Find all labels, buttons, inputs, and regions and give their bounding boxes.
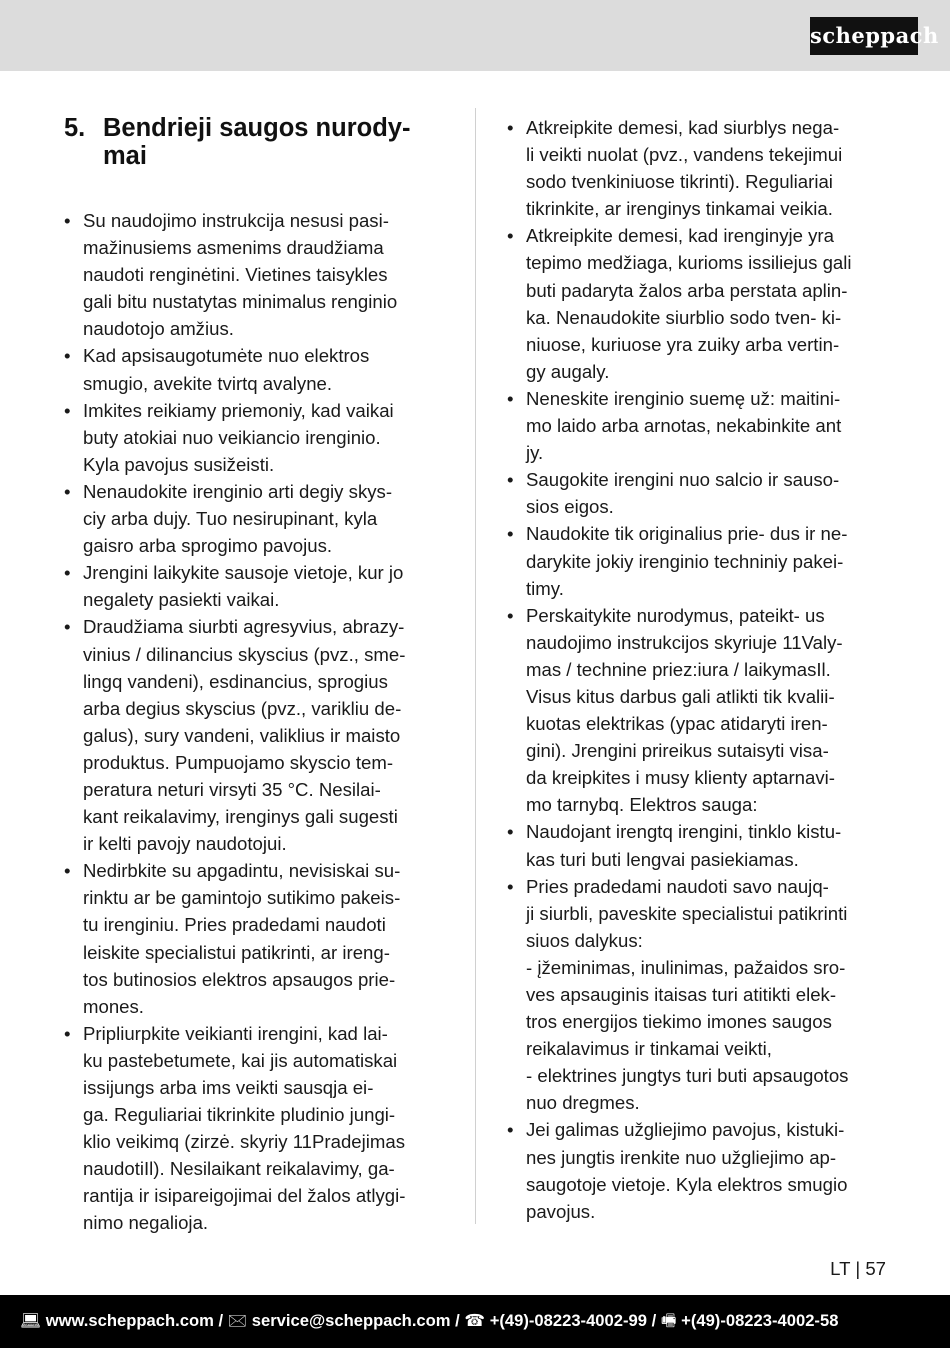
bullet: • xyxy=(64,562,71,584)
list-item xyxy=(64,613,443,857)
top-bar xyxy=(0,0,950,71)
list-item-text: Jei galimas užgliejimo pavojus, kistuki- nes jungtis irenkite nuo užgliejimo ap- saugotoje vietoje. Kyla elektros smugio pavojus. xyxy=(526,1119,848,1222)
right-bullet-list xyxy=(507,114,886,1225)
bullet: • xyxy=(64,480,71,502)
scheppach-logo: scheppach xyxy=(810,17,918,55)
list-item-text: Naudokite tik originalius prie- dus ir ne- darykite jokiy irenginio techniniy pakei- timy. xyxy=(526,523,848,599)
bullet: • xyxy=(507,821,514,843)
list-item-text: Atkreipkite demesi, kad siurblys nega- li veikti nuolat (pvz., vandens tekejimui sodo tvenkiniuose tikrinti). Reguliariai tikrinkite, ar irenginys tinkamai veikia. xyxy=(526,117,843,220)
list-item xyxy=(507,520,886,601)
separator: / xyxy=(213,1311,228,1330)
list-item-text: Kad apsisaugotumėte nuo elektros smugio, avekite tvirtq avalyne. xyxy=(83,345,370,394)
footer-bar xyxy=(0,1295,950,1348)
separator: / xyxy=(646,1311,661,1330)
bullet: • xyxy=(64,616,71,638)
list-item xyxy=(64,559,443,613)
bullet: • xyxy=(64,860,71,882)
left-bullet-list xyxy=(64,207,443,1237)
list-item xyxy=(507,873,886,1117)
list-item-text: Perskaitykite nurodymus, pateikt- us naudojimo instrukcijos skyriuje 11Valy- mas / technine priez:iura / laikymasIl. Visus kitus darbus gali atlikti tik kvalii- kuotas elektrikas (ypac atidaryti iren- gini). Jrengini prireikus sutaisyti visa- da kreipkites i musy klienty aptarnavi- mo tarnybq. Elektros sauga: xyxy=(526,604,843,816)
bullet: • xyxy=(507,1119,514,1141)
list-item xyxy=(507,466,886,520)
mail-icon: 🖂 xyxy=(227,1311,248,1330)
bullet: • xyxy=(507,604,514,626)
bullet: • xyxy=(507,387,514,409)
bullet: • xyxy=(507,875,514,897)
list-item-text: Nenaudokite irenginio arti degiy skys- ciy arba dujy. Tuo nesirupinant, kyla gaisro arba sprogimo pavojus. xyxy=(83,480,393,557)
column-divider xyxy=(475,108,476,1224)
list-item xyxy=(507,385,886,466)
list-item-text: Imkites reikiamy priemoniy, kad vaikai buty atokiai nuo veikiancio irenginio. Kyla pavojus susižeisti. xyxy=(83,399,394,475)
bullet: • xyxy=(507,117,514,138)
list-item xyxy=(507,222,886,385)
fax-number: +(49)-08223-4002-58 xyxy=(681,1311,839,1330)
bullet: • xyxy=(507,523,514,545)
list-item-text: Pripliurpkite veikianti irengini, kad lai- ku pastebetumete, kai jis automatiskai issijungs arba ims veikti sausqja ei- ga. Reguliariai tikrinkite pludinio jungi- klio veikimq (zirzė. skyriy 11Pradejimas naudotiIl). Nesilaikant reikalavimy, ga- rantija ir isipareigojimai del žalos atlygi- nimo negalioja. xyxy=(83,1022,406,1234)
list-item-text: Neneskite irenginio suemę už: maitini- mo laido arba arnotas, nekabinkite ant jy. xyxy=(526,387,842,464)
bullet: • xyxy=(64,345,71,367)
list-item-text: Saugokite irengini nuo salcio ir sauso- sios eigos. xyxy=(526,469,840,518)
left-column xyxy=(64,114,443,1237)
list-item xyxy=(64,478,443,559)
section-title: Bendrieji saugos nurody- mai xyxy=(103,114,411,170)
list-item-text: Nedirbkite su apgadintu, nevisiskai su- rinktu ar be gamintojo sutikimo pakeis- tu irenginiu. Pries pradedami naudoti leiskite specialistui patikrinti, ar ireng- tos butinosios elektros apsaugos prie- mones. xyxy=(83,860,401,1017)
list-item xyxy=(64,1020,443,1237)
list-item-text: Su naudojimo instrukcija nesusi pasi- mažinusiems asmenims draudžiama naudoti renginėtini. Vietines taisykles gali bitu nustatytas minimalus renginio naudotojo amžius. xyxy=(83,210,398,340)
separator: / xyxy=(450,1311,465,1330)
bullet: • xyxy=(507,469,514,491)
list-item xyxy=(507,818,886,872)
computer-icon: 💻︎ xyxy=(20,1311,42,1330)
list-item xyxy=(507,1116,886,1224)
list-item xyxy=(64,207,443,342)
list-item-text: Pries pradedami naudoti savo naujq- ji siurbli, paveskite specialistui patikrinti siuos dalykus: - įžeminimas, inulinimas, pažaidos sro- ves apsauginis itaisas turi atitikti elek- tros energijos tiekimo imones saugos reikalavimus ir tinkamai veikti, - elektrines jungtys turi buti apsaugotos nuo dregmes. xyxy=(526,875,849,1114)
fax-icon: 🖷 xyxy=(660,1311,677,1330)
list-item xyxy=(507,602,886,819)
section-number: 5. xyxy=(64,114,86,142)
contact-line xyxy=(20,1309,940,1333)
bullet: • xyxy=(64,399,71,421)
list-item xyxy=(64,857,443,1020)
list-item-text: Naudojant irengtq irengini, tinklo kistu- kas turi buti lengvai pasiekiamas. xyxy=(526,821,842,870)
bullet: • xyxy=(64,1022,71,1044)
section-heading xyxy=(64,114,443,170)
list-item xyxy=(64,342,443,396)
list-item-text: Jrengini laikykite sausoje vietoje, kur jo negalety pasiekti vaikai. xyxy=(83,562,404,611)
bullet: • xyxy=(64,210,71,231)
page-number: LT | 57 xyxy=(830,1258,886,1279)
list-item-text: Draudžiama siurbti agresyvius, abrazy- vinius / dilinancius skyscius (pvz., sme- lingq vandeni), esdinancius, sprogius arba degius skyscius (pvz., varikliu de- galus), sury vandeni, valiklius ir maisto produktus. Pumpuojamo skyscio tem- peratura neturi virsyti 35 °C. Nesilai- kant reikalavimy, irenginys gali sugesti ir kelti pavojy naudotojui. xyxy=(83,616,406,855)
list-item xyxy=(64,397,443,478)
right-column xyxy=(507,114,886,1225)
email-link[interactable]: service@scheppach.com xyxy=(251,1311,451,1330)
phone-number: +(49)-08223-4002-99 xyxy=(489,1311,647,1330)
phone-icon: ☎ xyxy=(464,1311,486,1330)
list-item xyxy=(507,114,886,222)
list-item-text: Atkreipkite demesi, kad irenginyje yra tepimo medžiaga, kurioms issiliejus gali buti padaryta žalos arba perstata aplin- ka. Nenaudokite siurblio sodo tven- ki- niuose, kuriuose yra zuiky arba vertin- gy augaly. xyxy=(526,225,852,382)
bullet: • xyxy=(507,225,514,247)
website-link[interactable]: www.scheppach.com xyxy=(45,1311,214,1330)
